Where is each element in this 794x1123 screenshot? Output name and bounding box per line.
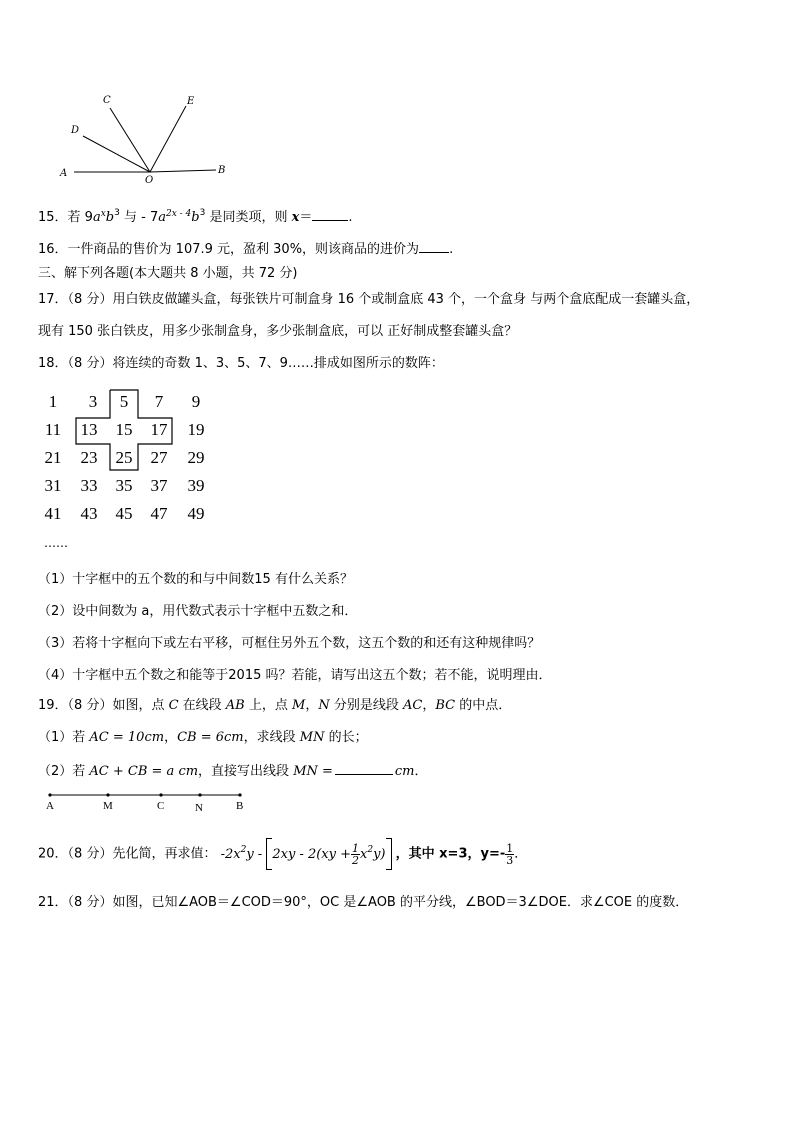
- right-bracket: [386, 838, 392, 870]
- label-B: B: [218, 165, 226, 176]
- grid-cell: 13: [80, 420, 98, 439]
- grid-cell: 45: [115, 504, 133, 523]
- question-18-sub-4: （4）十字框中五个数之和能等于2015 吗？若能，请写出这五个数；若不能，说明理由．: [38, 668, 552, 683]
- question-18-sub-1: （1）十字框中的五个数的和与中间数15 有什么关系？: [38, 572, 353, 587]
- grid-cell: 37: [150, 476, 168, 495]
- grid-cell: 1: [48, 392, 58, 411]
- question-20: 20．（8 分）先化简，再求值： $-2x^2y - 2xy - 2(xy$ + $\frac{1}{2}$ $x^2y$) ，其中 x=3，y=- $\frac{1}{3}$ ．: [38, 838, 527, 872]
- question-17-line-1: 17．（8 分）用白铁皮做罐头盒，每张铁片可制盒身 16 个或制盒底 43 个，一个盒身 与两个盒底配成一套罐头盒，: [38, 292, 700, 307]
- label-B: B: [236, 800, 244, 812]
- grid-cell: 49: [187, 504, 205, 523]
- angle-figure: [52, 88, 252, 198]
- section-heading: 三、解下列各题(本大题共 8 小题，共 72 分): [38, 266, 298, 281]
- label-N: N: [195, 802, 203, 814]
- question-18-sub-3: （3）若将十字框向下或左右平移，可框住另外五个数，这五个数的和还有这种规律吗？: [38, 636, 541, 651]
- grid-cell: 19: [187, 420, 205, 439]
- label-A: A: [60, 168, 68, 179]
- question-17-line-2: 现有 150 张白铁皮，用多少张制盒身，多少张制盒底，可以 正好制成整套罐头盒？: [38, 324, 518, 339]
- point-M: [106, 793, 109, 796]
- question-15: 15．若 $9a^xb^3$ 与 - $7a^{2x - 4}b^3$ 是同类项，则 x＝ .: [38, 208, 353, 225]
- grid-cell: 29: [187, 448, 205, 467]
- grid-cell: 11: [44, 420, 62, 439]
- point-B: [238, 793, 241, 796]
- segment-figure: [40, 788, 260, 816]
- label-D: D: [71, 125, 80, 136]
- fraction-half: $\frac{1}{2}$: [352, 841, 359, 867]
- point-A: [48, 793, 51, 796]
- grid-cell: 39: [187, 476, 205, 495]
- ray-OD: [83, 136, 150, 172]
- point-N: [198, 793, 201, 796]
- grid-ellipsis: ……: [44, 536, 68, 550]
- answer-blank[interactable]: [335, 762, 393, 775]
- odd-number-grid: [38, 388, 228, 528]
- question-19-sub-2: （2）若 AC + CB = a cm，直接写出线段 MN = cm．: [38, 764, 428, 779]
- grid-cell: 31: [44, 476, 62, 495]
- grid-cell: 23: [80, 448, 98, 467]
- grid-cell: 35: [115, 476, 133, 495]
- grid-cell: 3: [88, 392, 98, 411]
- ray-OE: [150, 106, 186, 172]
- label-E: E: [187, 96, 195, 107]
- point-C: [159, 793, 162, 796]
- answer-blank[interactable]: [312, 208, 348, 221]
- grid-cell: 5: [119, 392, 129, 411]
- grid-cell: 17: [150, 420, 168, 439]
- label-A: A: [46, 800, 54, 812]
- question-19-sub-1: （1）若 AC = 10cm，CB = 6cm，求线段 MN 的长；: [38, 730, 368, 745]
- label-M: M: [103, 800, 113, 812]
- ray-OC: [110, 108, 150, 172]
- expression: $-2x^2y - 2xy - 2(xy$ + $\frac{1}{2}$ $x^2y$): [221, 847, 396, 862]
- label-C: C: [103, 95, 111, 106]
- answer-blank[interactable]: [419, 240, 449, 253]
- question-18-sub-2: （2）设中间数为 a，用代数式表示十字框中五数之和．: [38, 604, 358, 619]
- grid-cell: 43: [80, 504, 98, 523]
- grid-cell: 41: [44, 504, 62, 523]
- question-21: 21．（8 分）如图，已知∠AOB＝∠COD＝90°，OC 是∠AOB 的平分线，∠BOD＝3∠DOE．求∠COE 的度数．: [38, 895, 689, 910]
- fraction-third: $\frac{1}{3}$: [506, 841, 514, 867]
- grid-cell: 7: [154, 392, 164, 411]
- label-C: C: [157, 800, 165, 812]
- question-18-intro: 18．（8 分）将连续的奇数 1、3、5、7、9……排成如图所示的数阵：: [38, 356, 444, 371]
- question-16: 16．一件商品的售价为 107.9 元，盈利 30%，则该商品的进价为 .: [38, 242, 454, 257]
- label-O: O: [145, 175, 154, 186]
- grid-cell: 33: [80, 476, 98, 495]
- question-19: 19．（8 分）如图，点 C 在线段 AB 上，点 M，N 分别是线段 AC，BC 的中点．: [38, 698, 512, 713]
- grid-cell: 27: [150, 448, 168, 467]
- ray-OB: [150, 170, 216, 172]
- grid-cell: 21: [44, 448, 62, 467]
- grid-cell: 9: [191, 392, 201, 411]
- grid-cell: 25: [115, 448, 133, 467]
- grid-cell: 47: [150, 504, 168, 523]
- grid-cell: 15: [115, 420, 133, 439]
